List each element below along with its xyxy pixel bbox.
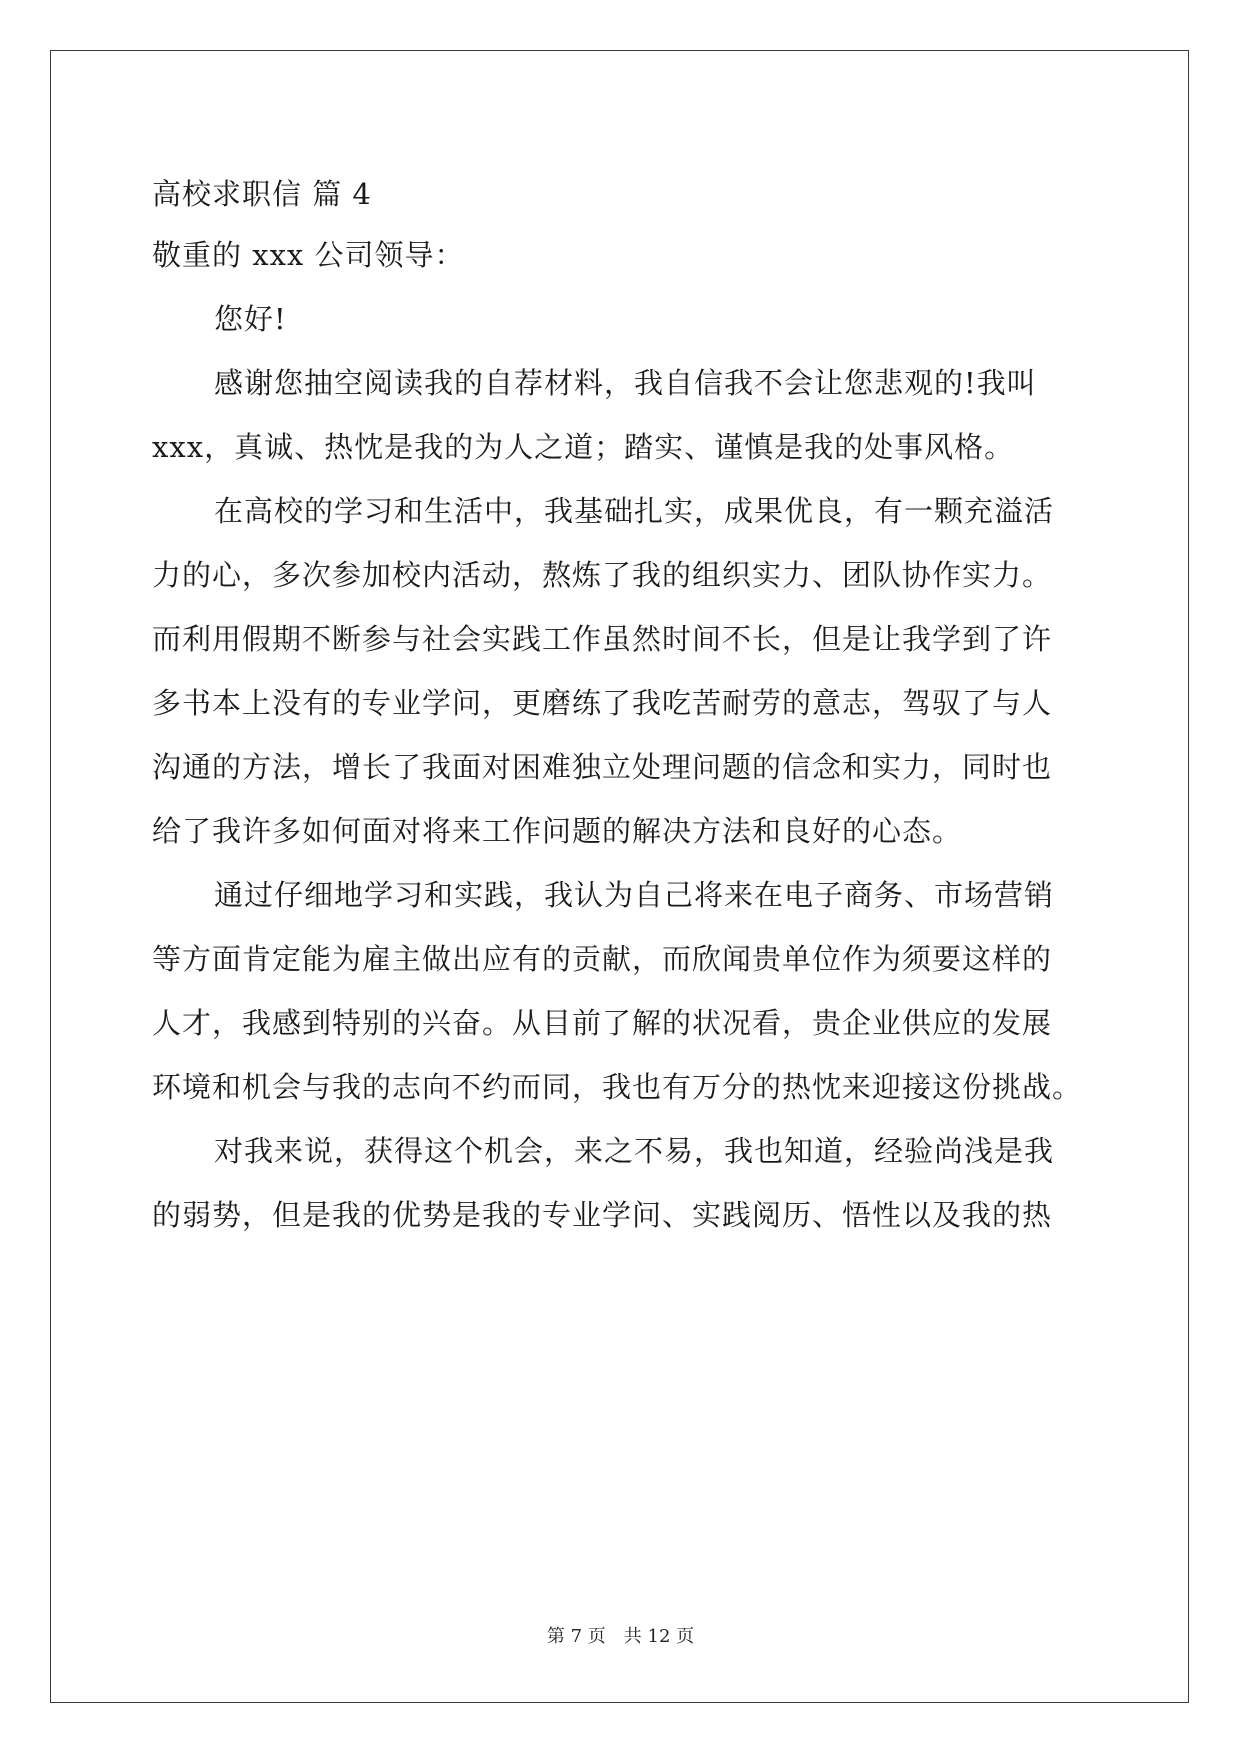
page-total: 共 12 页 — [623, 1626, 695, 1647]
document-body — [152, 165, 1092, 1247]
paragraph-line: 沟通的方法，增长了我面对困难独立处理问题的信念和实力，同时也 — [152, 750, 1053, 784]
paragraph-line: 通过仔细地学习和实践，我认为自己将来在电子商务、市场营销 — [214, 878, 1055, 912]
salutation: 敬重的 xxx 公司领导： — [152, 238, 465, 272]
paragraph-line: 环境和机会与我的志向不约而同，我也有万分的热忱来迎接这份挑战。 — [152, 1070, 1083, 1104]
paragraph-line: 多书本上没有的专业学问，更磨练了我吃苦耐劳的意志，驾驭了与人 — [152, 686, 1053, 720]
page-number: 第 7 页 — [546, 1626, 606, 1647]
paragraph-line: 感谢您抽空阅读我的自荐材料，我自信我不会让您悲观的!我叫 — [214, 366, 1037, 400]
paragraph-line: 在高校的学习和生活中，我基础扎实，成果优良，有一颗充溢活 — [214, 494, 1055, 528]
paragraph-line: xxx，真诚、热忱是我的为人之道；踏实、谨慎是我的处事风格。 — [152, 430, 1015, 464]
page-footer — [0, 1622, 1241, 1648]
paragraph-line: 人才，我感到特别的兴奋。从目前了解的状况看，贵企业供应的发展 — [152, 1006, 1053, 1040]
paragraph-line: 的弱势，但是我的优势是我的专业学问、实践阅历、悟性以及我的热 — [152, 1198, 1053, 1232]
document-title: 高校求职信 篇 4 — [152, 177, 372, 211]
paragraph-line: 给了我许多如何面对将来工作问题的解决方法和良好的心态。 — [152, 814, 963, 848]
paragraph-line: 力的心，多次参加校内活动，熬炼了我的组织实力、团队协作实力。 — [152, 558, 1053, 592]
paragraph-line: 而利用假期不断参与社会实践工作虽然时间不长，但是让我学到了许 — [152, 622, 1053, 656]
paragraph-line: 对我来说，获得这个机会，来之不易，我也知道，经验尚浅是我 — [214, 1134, 1055, 1168]
paragraph-line: 等方面肯定能为雇主做出应有的贡献，而欣闻贵单位作为须要这样的 — [152, 942, 1053, 976]
greeting: 您好! — [214, 302, 287, 336]
